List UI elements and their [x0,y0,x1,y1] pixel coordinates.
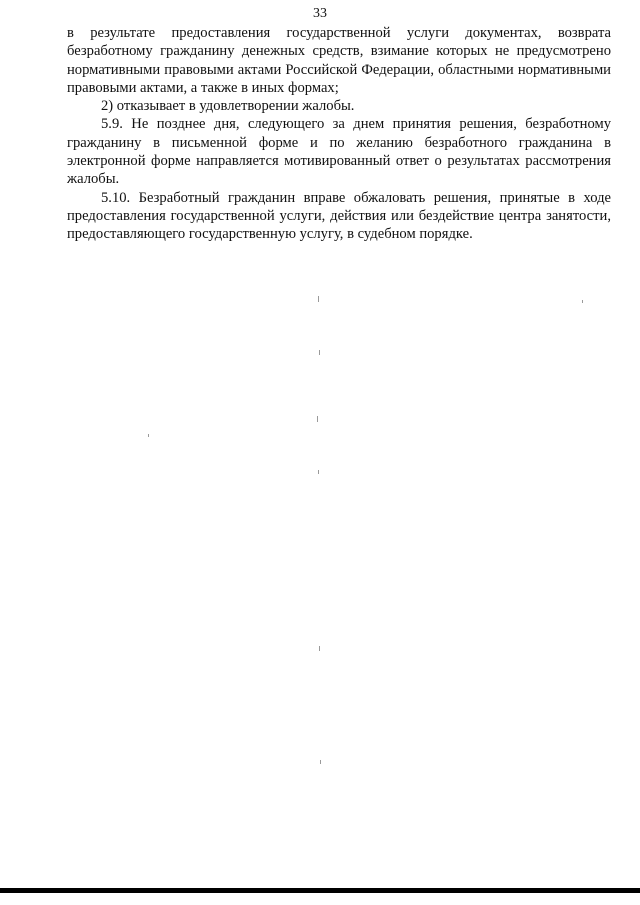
scan-speck [582,300,583,303]
paragraph-5-10: 5.10. Безработный гражданин вправе обжаловать решения, принятые в ходе предоставления государственной услуги, действия или бездействие центра занятости, предоставляющего государственную услугу, в судебном порядке. [67,189,611,243]
scan-speck [317,416,318,422]
paragraph-item-2: 2) отказывает в удовлетворении жалобы. [101,98,355,115]
scan-speck [319,646,320,651]
bottom-border [0,888,640,893]
paragraph-continuation: в результате предоставления государственной услуги документах, возврата безработному гражданину денежных средств, взимание которых не предусмотрено нормативными правовыми актами Российской Федерации, областными нормативными правовыми актами, а также в иных формах; [67,25,611,96]
document-body [67,24,611,244]
page-number: 33 [313,6,327,21]
scan-speck [148,434,149,437]
scan-speck [318,470,319,474]
scan-speck [320,760,321,764]
paragraph-5-9: 5.9. Не позднее дня, следующего за днем принятия решения, безработному гражданину в письменной форме и по желанию безработного гражданина в электронной форме направляется мотивированный ответ о результатах рассмотрения жалобы. [67,116,611,188]
scan-speck [319,350,320,355]
scan-speck [318,296,319,302]
